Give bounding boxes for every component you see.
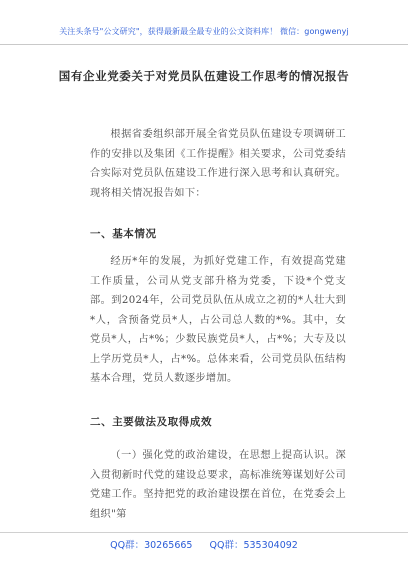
footer-divider bbox=[0, 532, 408, 533]
footer-qq-group-2: QQ群：535304092 bbox=[209, 540, 298, 551]
document-title: 国有企业党委关于对党员队伍建设工作思考的情况报告 bbox=[58, 69, 350, 83]
section-1-heading: 一、基本情况 bbox=[90, 228, 157, 240]
section-2-paragraph: （一）强化党的政治建设，在思想上提高认识。深入贯彻新时代党的建设总要求，高标准统筹谋划好公司党建工作。坚持把党的政治建设摆在首位，在党委会上组织"第 bbox=[90, 450, 346, 520]
footer-contact bbox=[0, 537, 408, 551]
footer-qq-group-1: QQ群：30265665 bbox=[110, 540, 193, 551]
intro-paragraph: 根据省委组织部开展全省党员队伍建设专项调研工作的安排以及集团《工作提醒》相关要求，公司党委结合实际对党员队伍建设工作进行深入思考和认真研究。现将相关情况报告如下： bbox=[90, 129, 346, 199]
section-1-paragraph: 经历*年的发展，为抓好党建工作，有效提高党建工作质量，公司从党支部升格为党委，下设*个党支部。到2024年，公司党员队伍从成立之初的*人壮大到*人，含预备党员*人，占公司总人数的*%。其中，女党员*人，占*%；少数民族党员*人，占*%；大专及以上学历党员*人，占*%。总体来看，公司党员队伍结构基本合理，党员人数逐步增加。 bbox=[90, 256, 346, 384]
header-promo-note: 关注头条号"公文研究"，获得最新最全最专业的公文资料库！ 微信：gongwenyj bbox=[59, 27, 349, 36]
header-bar bbox=[0, 0, 408, 45]
section-2-heading: 二、主要做法及取得成效 bbox=[90, 416, 213, 428]
